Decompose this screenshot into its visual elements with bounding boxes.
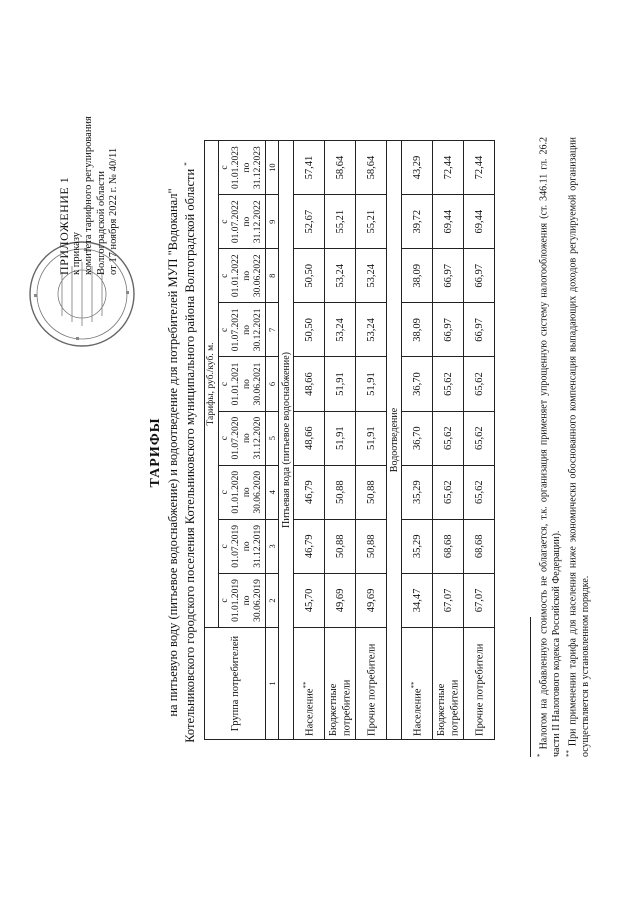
table-row — [356, 141, 387, 740]
tariff-value: 53,24 — [325, 249, 356, 303]
tariff-value: 57,41 — [294, 141, 325, 195]
column-number: 6 — [266, 357, 279, 411]
tariff-value: 68,68 — [433, 519, 464, 573]
tariffs-header: Тарифы, руб./куб. м. — [205, 141, 219, 628]
period-header: с 01.07.2021 по 30.12.2021 — [219, 303, 266, 357]
tariff-value: 55,21 — [325, 195, 356, 249]
table-row — [433, 141, 464, 740]
consumer-group: Бюджетные потребители — [325, 628, 356, 740]
footnote-1: * Налогом на добавленную стоимость не облагается, т.к. организация применяет упрощенную систему налогообложения (ст. 346.11 гл. 26.2 части II Налогового кодекса Российской Федерации). — [536, 137, 562, 757]
tariff-value: 34,47 — [402, 573, 433, 627]
tariff-value: 39,72 — [402, 195, 433, 249]
appendix-authority: комитета тарифного регулирования — [83, 116, 94, 275]
group-header: Группа потребителей — [205, 628, 266, 740]
section-row — [279, 141, 294, 740]
period-header: с 01.01.2019 по 30.06.2019 — [219, 573, 266, 627]
appendix-ref: к приказу — [70, 232, 82, 275]
tariff-value: 67,07 — [464, 573, 495, 627]
column-number: 1 — [266, 628, 279, 740]
tariff-value: 66,97 — [433, 303, 464, 357]
section-title: Питьевая вода (питьевое водоснабжение) — [279, 141, 294, 740]
column-number: 5 — [266, 411, 279, 465]
consumer-group: Прочие потребители — [356, 628, 387, 740]
tariff-value: 72,44 — [464, 141, 495, 195]
tariff-value: 38,09 — [402, 249, 433, 303]
tariff-value: 48,66 — [294, 411, 325, 465]
document-title: ТАРИФЫ — [148, 417, 163, 488]
table-row — [294, 141, 325, 740]
tariff-value: 55,21 — [356, 195, 387, 249]
table-row — [464, 141, 495, 740]
tariff-value: 38,09 — [402, 303, 433, 357]
period-header: с 01.07.2022 по 31.12.2022 — [219, 195, 266, 249]
section-row — [387, 141, 402, 740]
consumer-group: Население** — [402, 628, 433, 740]
column-number: 10 — [266, 141, 279, 195]
tariff-value: 35,29 — [402, 465, 433, 519]
tariff-value: 46,79 — [294, 465, 325, 519]
tariff-value: 58,64 — [325, 141, 356, 195]
tariff-value: 67,07 — [433, 573, 464, 627]
tariff-value: 69,44 — [433, 195, 464, 249]
period-header: с 01.01.2021 по 30.06.2021 — [219, 357, 266, 411]
tariff-value: 66,97 — [464, 249, 495, 303]
tariff-value: 65,62 — [433, 411, 464, 465]
tariff-value: 51,91 — [325, 357, 356, 411]
column-number: 4 — [266, 465, 279, 519]
period-header: с 01.01.2020 по 30.06.2020 — [219, 465, 266, 519]
document-subtitle: на питьевую воду (питьевое водоснабжение) и водоотведение для потребителей МУП "Водоканал" — [166, 188, 180, 717]
consumer-group: Бюджетные потребители — [433, 628, 464, 740]
tariff-table — [204, 140, 495, 740]
consumer-group: Население** — [294, 628, 325, 740]
tariff-value: 51,91 — [356, 357, 387, 411]
tariff-value: 66,97 — [433, 249, 464, 303]
tariff-value: 50,88 — [356, 519, 387, 573]
footnote-2: ** При применении тарифа для населения ниже экономически обоснованного компенсация выпадающих доходов регулируемой организации осуществляется в установленном порядке. — [565, 137, 592, 757]
tariff-value: 50,50 — [294, 249, 325, 303]
tariff-value: 36,70 — [402, 411, 433, 465]
appendix-block — [58, 25, 121, 275]
table-row — [402, 141, 433, 740]
tariff-value: 35,29 — [402, 519, 433, 573]
tariff-value: 46,79 — [294, 519, 325, 573]
tariff-value: 50,50 — [294, 303, 325, 357]
tariff-value: 50,88 — [325, 465, 356, 519]
tariff-value: 45,70 — [294, 573, 325, 627]
period-header: с 01.07.2019 по 31.12.2019 — [219, 519, 266, 573]
tariff-value: 58,64 — [356, 141, 387, 195]
tariff-value: 50,88 — [356, 465, 387, 519]
tariff-table-body — [279, 141, 495, 740]
footnotes — [530, 137, 593, 757]
tariff-value: 65,62 — [464, 465, 495, 519]
tariff-value: 49,69 — [356, 573, 387, 627]
tariff-value: 50,88 — [325, 519, 356, 573]
consumer-group: Прочие потребители — [464, 628, 495, 740]
appendix-title: ПРИЛОЖЕНИЕ 1 — [57, 176, 71, 275]
document-subtitle-2: Котельниковского городского поселения Котельниковского муниципального района Волгоградской области * — [183, 162, 198, 743]
column-number-row — [266, 141, 279, 740]
tariff-value: 66,97 — [464, 303, 495, 357]
tariff-value: 72,44 — [433, 141, 464, 195]
tariff-value: 69,44 — [464, 195, 495, 249]
footnote-separator — [530, 617, 531, 757]
tariff-value: 51,91 — [356, 411, 387, 465]
tariff-value: 53,24 — [356, 249, 387, 303]
column-number: 3 — [266, 519, 279, 573]
column-number: 9 — [266, 195, 279, 249]
appendix-date: от 17 ноября 2022 г. № 40/11 — [108, 147, 119, 275]
tariff-value: 65,62 — [464, 357, 495, 411]
tariff-value: 51,91 — [325, 411, 356, 465]
column-number: 7 — [266, 303, 279, 357]
tariff-value: 65,62 — [433, 465, 464, 519]
tariff-value: 49,69 — [325, 573, 356, 627]
period-header: с 01.01.2022 по 30.06.2022 — [219, 249, 266, 303]
table-row — [325, 141, 356, 740]
appendix-region: Волгоградской области — [95, 170, 107, 275]
tariff-value: 48,66 — [294, 357, 325, 411]
tariff-value: 53,24 — [325, 303, 356, 357]
section-title: Водоотведение — [387, 141, 402, 740]
period-header: с 01.01.2023 по 31.12.2023 — [219, 141, 266, 195]
tariff-value: 68,68 — [464, 519, 495, 573]
period-header: с 01.07.2020 по 31.12.2020 — [219, 411, 266, 465]
tariff-value: 52,67 — [294, 195, 325, 249]
tariff-value: 36,70 — [402, 357, 433, 411]
column-number: 8 — [266, 249, 279, 303]
tariff-value: 65,62 — [464, 411, 495, 465]
tariff-value: 53,24 — [356, 303, 387, 357]
column-number: 2 — [266, 573, 279, 627]
tariff-value: 65,62 — [433, 357, 464, 411]
tariff-value: 43,29 — [402, 141, 433, 195]
